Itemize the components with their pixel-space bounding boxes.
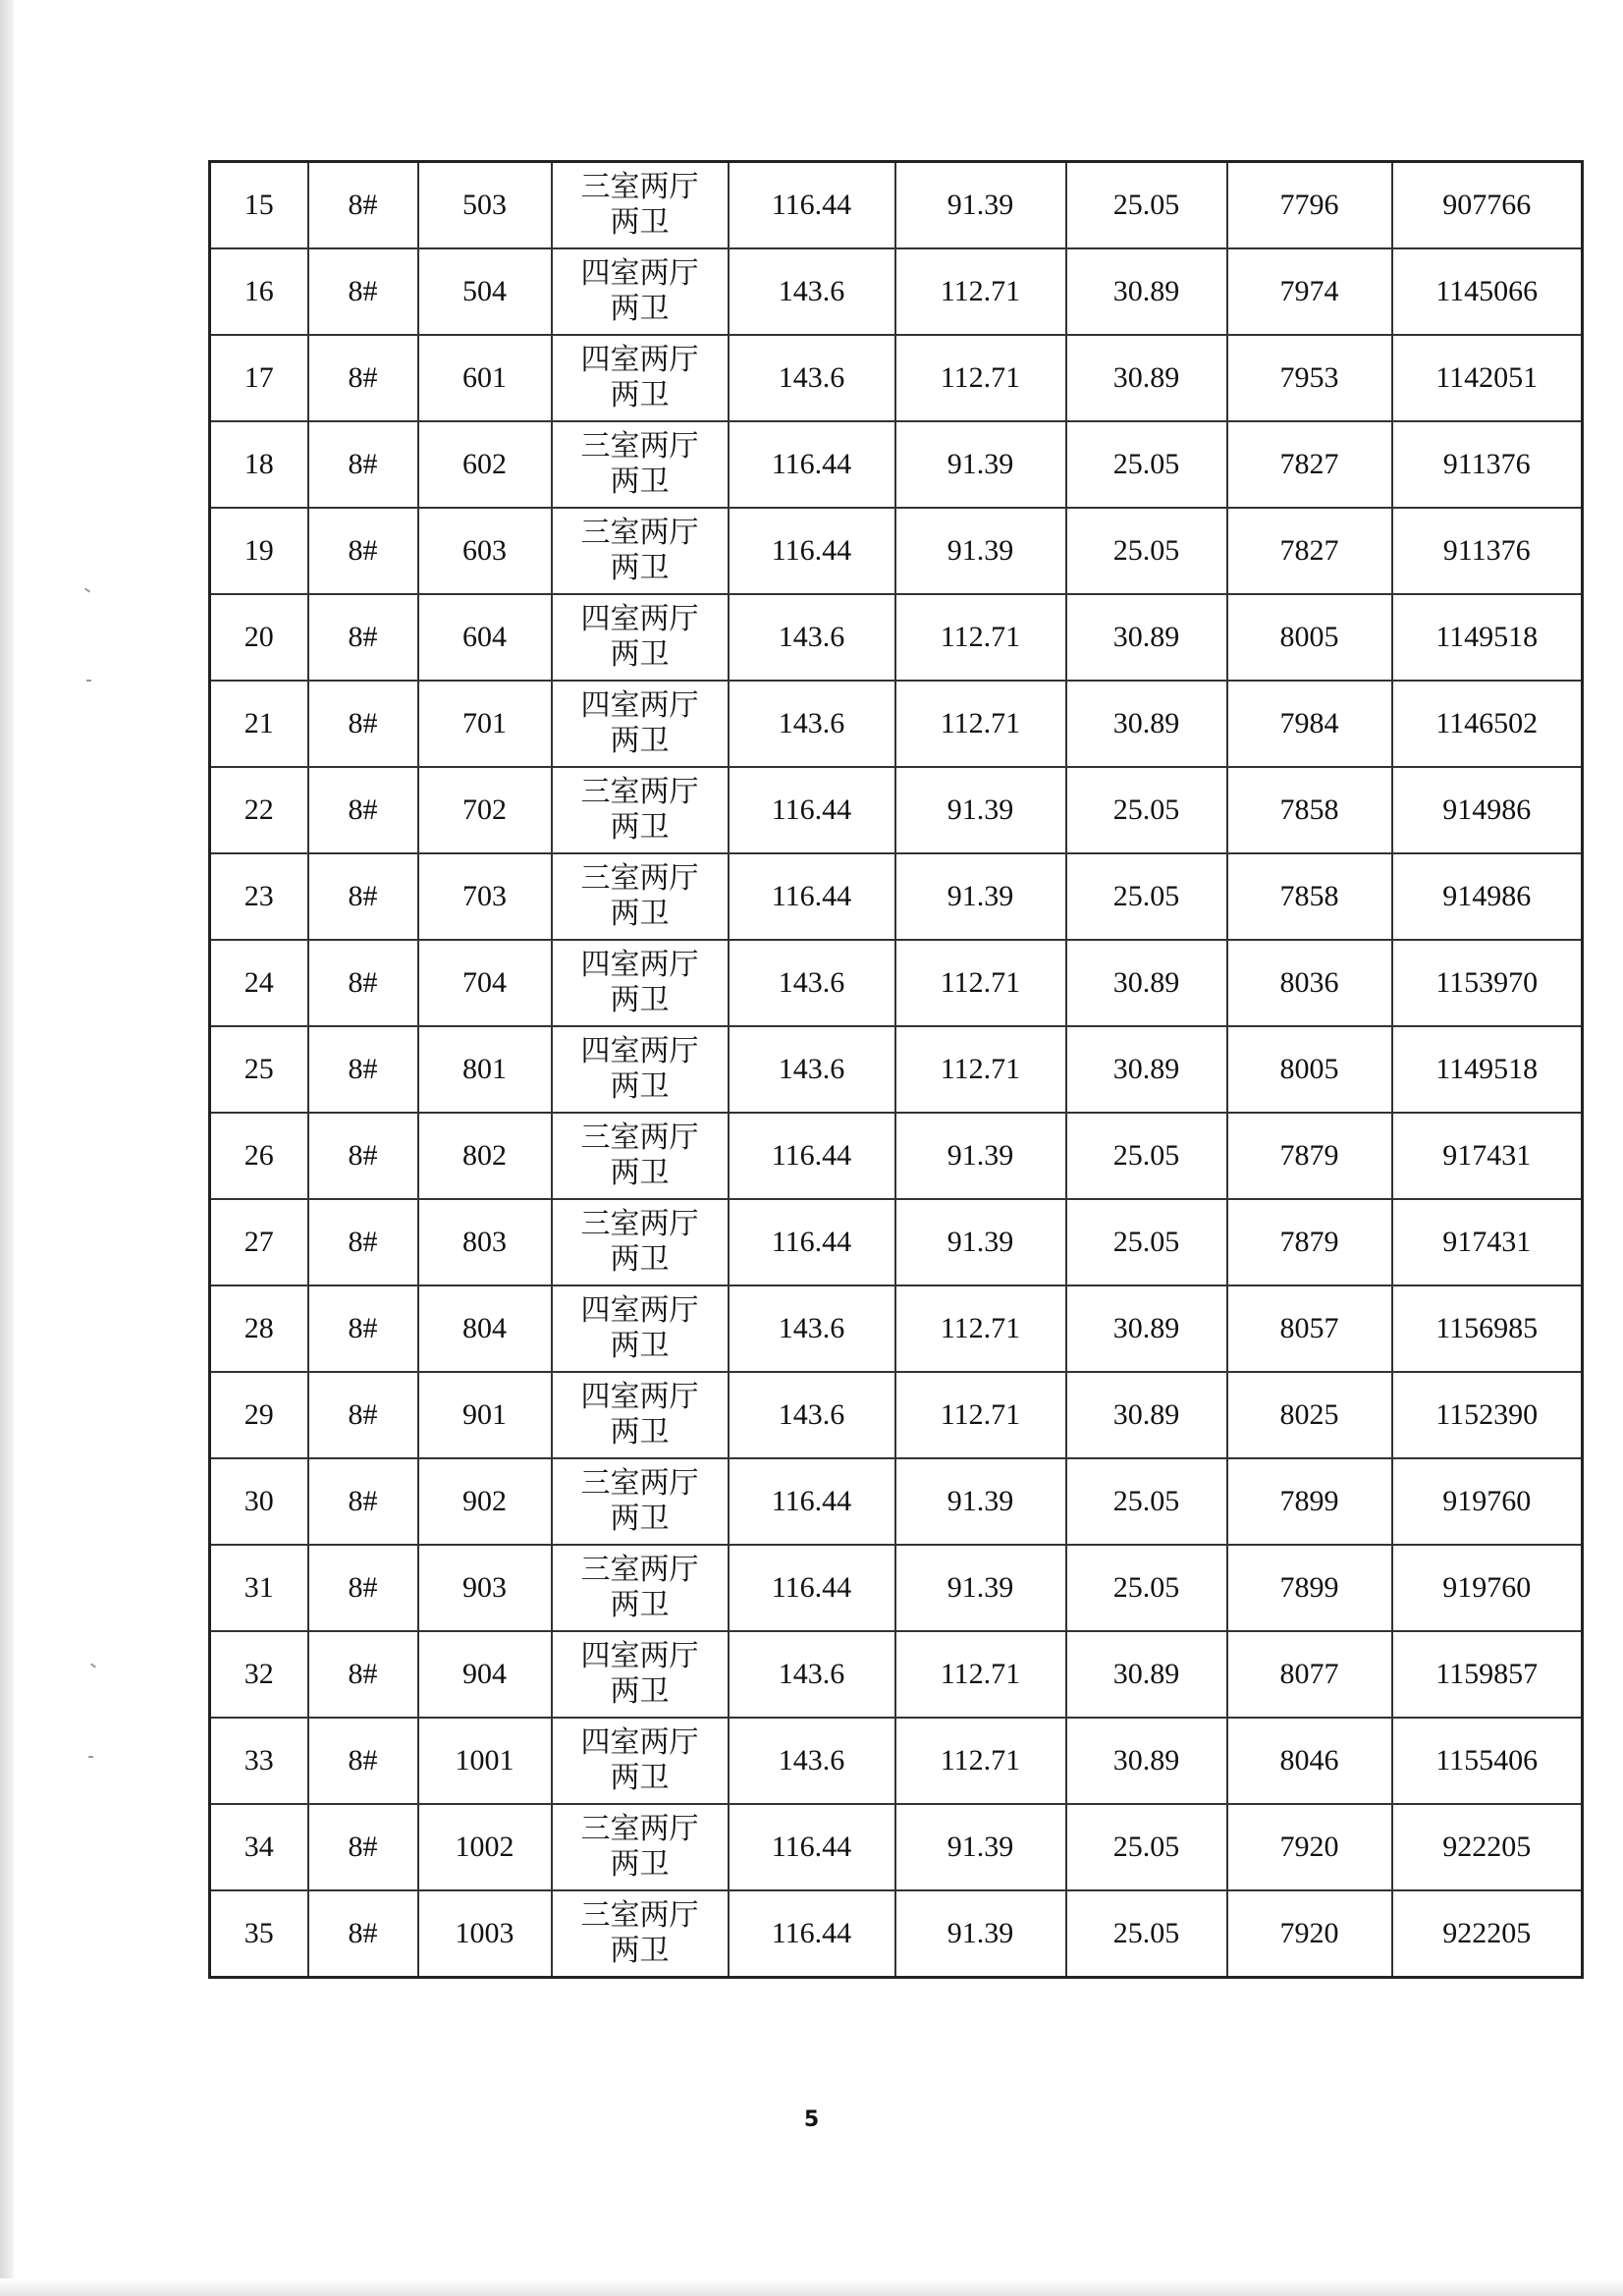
layout-cell	[552, 594, 729, 681]
building-area-cell: 143.6	[729, 1631, 895, 1718]
unit-number-cell: 801	[418, 1026, 552, 1113]
scan-speck	[90, 1663, 96, 1667]
table-row	[210, 248, 1583, 335]
inner-area-cell: 91.39	[895, 162, 1066, 249]
layout-line: 两卫	[610, 1761, 670, 1795]
total-price-cell: 1155406	[1392, 1718, 1583, 1804]
row-number-cell: 24	[210, 940, 308, 1026]
unit-number-cell: 803	[418, 1199, 552, 1285]
layout-line: 四室两厅	[580, 343, 699, 377]
total-price-cell: 907766	[1392, 162, 1583, 249]
building-cell: 8#	[308, 335, 418, 421]
inner-area-cell: 112.71	[895, 248, 1066, 335]
unit-number-cell: 601	[418, 335, 552, 421]
layout-cell	[552, 1804, 729, 1890]
unit-number-cell: 904	[418, 1631, 552, 1718]
layout-line: 两卫	[610, 551, 670, 585]
total-price-cell: 919760	[1392, 1545, 1583, 1631]
inner-area-cell: 91.39	[895, 853, 1066, 940]
row-number-cell: 17	[210, 335, 308, 421]
table-body	[210, 162, 1583, 1978]
inner-area-cell: 91.39	[895, 1804, 1066, 1890]
layout-line: 两卫	[610, 378, 670, 412]
inner-area-cell: 112.71	[895, 1285, 1066, 1372]
layout-cell	[552, 767, 729, 853]
total-price-cell: 1152390	[1392, 1372, 1583, 1458]
building-area-cell: 116.44	[729, 508, 895, 594]
row-number-cell: 32	[210, 1631, 308, 1718]
building-cell: 8#	[308, 853, 418, 940]
unit-number-cell: 504	[418, 248, 552, 335]
total-price-cell: 911376	[1392, 508, 1583, 594]
shared-area-cell: 30.89	[1066, 681, 1227, 767]
total-price-cell: 914986	[1392, 767, 1583, 853]
row-number-cell: 21	[210, 681, 308, 767]
table-row	[210, 1113, 1583, 1199]
building-area-cell: 116.44	[729, 1199, 895, 1285]
layout-line: 两卫	[610, 465, 670, 499]
inner-area-cell: 112.71	[895, 1718, 1066, 1804]
layout-line: 两卫	[610, 724, 670, 758]
building-area-cell: 116.44	[729, 162, 895, 249]
layout-line: 四室两厅	[580, 1293, 699, 1328]
table-row	[210, 853, 1583, 940]
unit-number-cell: 1002	[418, 1804, 552, 1890]
shared-area-cell: 25.05	[1066, 1804, 1227, 1890]
row-number-cell: 16	[210, 248, 308, 335]
unit-number-cell: 702	[418, 767, 552, 853]
row-number-cell: 22	[210, 767, 308, 853]
total-price-cell: 1146502	[1392, 681, 1583, 767]
layout-line: 四室两厅	[580, 1034, 699, 1068]
total-price-cell: 922205	[1392, 1804, 1583, 1890]
row-number-cell: 27	[210, 1199, 308, 1285]
layout-cell	[552, 1631, 729, 1718]
unit-price-cell: 7827	[1227, 421, 1392, 508]
unit-price-table	[208, 160, 1584, 1979]
total-price-cell: 1149518	[1392, 1026, 1583, 1113]
row-number-cell: 26	[210, 1113, 308, 1199]
layout-cell	[552, 853, 729, 940]
row-number-cell: 28	[210, 1285, 308, 1372]
inner-area-cell: 112.71	[895, 1026, 1066, 1113]
layout-line: 三室两厅	[580, 170, 699, 204]
building-area-cell: 116.44	[729, 767, 895, 853]
row-number-cell: 30	[210, 1458, 308, 1545]
layout-line: 三室两厅	[580, 1553, 699, 1587]
inner-area-cell: 91.39	[895, 1113, 1066, 1199]
shared-area-cell: 30.89	[1066, 594, 1227, 681]
layout-cell	[552, 1026, 729, 1113]
table-row	[210, 1631, 1583, 1718]
shared-area-cell: 25.05	[1066, 1199, 1227, 1285]
table-row	[210, 1372, 1583, 1458]
shared-area-cell: 25.05	[1066, 1890, 1227, 1978]
building-cell: 8#	[308, 681, 418, 767]
layout-cell	[552, 248, 729, 335]
shared-area-cell: 25.05	[1066, 853, 1227, 940]
building-cell: 8#	[308, 1113, 418, 1199]
unit-price-cell: 7984	[1227, 681, 1392, 767]
table-row	[210, 1026, 1583, 1113]
unit-price-cell: 8005	[1227, 1026, 1392, 1113]
inner-area-cell: 91.39	[895, 1458, 1066, 1545]
building-cell: 8#	[308, 940, 418, 1026]
building-cell: 8#	[308, 1372, 418, 1458]
shared-area-cell: 30.89	[1066, 335, 1227, 421]
scan-speck	[88, 1756, 93, 1758]
table-row	[210, 508, 1583, 594]
shared-area-cell: 25.05	[1066, 1545, 1227, 1631]
shared-area-cell: 25.05	[1066, 508, 1227, 594]
inner-area-cell: 91.39	[895, 421, 1066, 508]
unit-number-cell: 802	[418, 1113, 552, 1199]
building-area-cell: 143.6	[729, 940, 895, 1026]
building-area-cell: 116.44	[729, 1113, 895, 1199]
unit-price-cell: 8057	[1227, 1285, 1392, 1372]
inner-area-cell: 91.39	[895, 1545, 1066, 1631]
inner-area-cell: 112.71	[895, 594, 1066, 681]
layout-cell	[552, 421, 729, 508]
row-number-cell: 25	[210, 1026, 308, 1113]
building-cell: 8#	[308, 594, 418, 681]
unit-price-cell: 7920	[1227, 1804, 1392, 1890]
layout-line: 两卫	[610, 1242, 670, 1277]
building-cell: 8#	[308, 508, 418, 594]
building-area-cell: 143.6	[729, 1285, 895, 1372]
unit-price-cell: 7920	[1227, 1890, 1392, 1978]
building-area-cell: 116.44	[729, 1890, 895, 1978]
unit-price-cell: 8077	[1227, 1631, 1392, 1718]
unit-number-cell: 603	[418, 508, 552, 594]
layout-line: 四室两厅	[580, 602, 699, 636]
layout-line: 四室两厅	[580, 1380, 699, 1414]
inner-area-cell: 112.71	[895, 335, 1066, 421]
unit-price-cell: 7879	[1227, 1199, 1392, 1285]
building-cell: 8#	[308, 1890, 418, 1978]
layout-line: 两卫	[610, 897, 670, 931]
building-area-cell: 143.6	[729, 1718, 895, 1804]
layout-line: 三室两厅	[580, 1466, 699, 1501]
building-cell: 8#	[308, 1285, 418, 1372]
total-price-cell: 917431	[1392, 1113, 1583, 1199]
inner-area-cell: 91.39	[895, 1890, 1066, 1978]
building-cell: 8#	[308, 162, 418, 249]
building-cell: 8#	[308, 767, 418, 853]
layout-line: 三室两厅	[580, 1812, 699, 1846]
layout-line: 四室两厅	[580, 256, 699, 291]
building-area-cell: 143.6	[729, 594, 895, 681]
inner-area-cell: 91.39	[895, 508, 1066, 594]
layout-cell	[552, 335, 729, 421]
unit-price-cell: 8005	[1227, 594, 1392, 681]
table-row	[210, 594, 1583, 681]
unit-number-cell: 701	[418, 681, 552, 767]
row-number-cell: 35	[210, 1890, 308, 1978]
shared-area-cell: 25.05	[1066, 421, 1227, 508]
total-price-cell: 1159857	[1392, 1631, 1583, 1718]
building-cell: 8#	[308, 1026, 418, 1113]
unit-price-cell: 7796	[1227, 162, 1392, 249]
layout-cell	[552, 508, 729, 594]
table-row	[210, 940, 1583, 1026]
layout-cell	[552, 162, 729, 249]
layout-cell	[552, 1199, 729, 1285]
building-area-cell: 143.6	[729, 1026, 895, 1113]
building-area-cell: 143.6	[729, 335, 895, 421]
unit-number-cell: 1001	[418, 1718, 552, 1804]
total-price-cell: 919760	[1392, 1458, 1583, 1545]
row-number-cell: 34	[210, 1804, 308, 1890]
unit-number-cell: 602	[418, 421, 552, 508]
table-row	[210, 1545, 1583, 1631]
inner-area-cell: 112.71	[895, 940, 1066, 1026]
shared-area-cell: 25.05	[1066, 1113, 1227, 1199]
layout-line: 两卫	[610, 637, 670, 672]
total-price-cell: 1149518	[1392, 594, 1583, 681]
row-number-cell: 31	[210, 1545, 308, 1631]
unit-number-cell: 901	[418, 1372, 552, 1458]
layout-cell	[552, 1458, 729, 1545]
layout-cell	[552, 940, 729, 1026]
building-cell: 8#	[308, 248, 418, 335]
unit-price-cell: 7858	[1227, 767, 1392, 853]
scan-shadow-bottom	[0, 2278, 1623, 2296]
layout-line: 两卫	[610, 1847, 670, 1882]
table-row	[210, 421, 1583, 508]
shared-area-cell: 25.05	[1066, 767, 1227, 853]
row-number-cell: 18	[210, 421, 308, 508]
unit-price-cell: 8036	[1227, 940, 1392, 1026]
layout-line: 三室两厅	[580, 1898, 699, 1933]
unit-price-cell: 7899	[1227, 1545, 1392, 1631]
table-row	[210, 1804, 1583, 1890]
total-price-cell: 914986	[1392, 853, 1583, 940]
shared-area-cell: 25.05	[1066, 1458, 1227, 1545]
layout-line: 三室两厅	[580, 775, 699, 809]
table-row	[210, 1285, 1583, 1372]
layout-cell	[552, 1372, 729, 1458]
layout-line: 三室两厅	[580, 516, 699, 550]
layout-line: 三室两厅	[580, 861, 699, 896]
row-number-cell: 29	[210, 1372, 308, 1458]
unit-price-cell: 7953	[1227, 335, 1392, 421]
total-price-cell: 917431	[1392, 1199, 1583, 1285]
row-number-cell: 19	[210, 508, 308, 594]
table-row	[210, 767, 1583, 853]
inner-area-cell: 91.39	[895, 1199, 1066, 1285]
shared-area-cell: 30.89	[1066, 940, 1227, 1026]
scan-shadow-left	[0, 0, 14, 2296]
page-number: 5	[803, 2107, 820, 2132]
scan-speck	[84, 587, 90, 592]
shared-area-cell: 30.89	[1066, 1718, 1227, 1804]
total-price-cell: 911376	[1392, 421, 1583, 508]
layout-line: 两卫	[610, 205, 670, 240]
layout-line: 两卫	[610, 1934, 670, 1968]
unit-price-cell: 8025	[1227, 1372, 1392, 1458]
table-row	[210, 1718, 1583, 1804]
inner-area-cell: 112.71	[895, 1372, 1066, 1458]
scan-speck	[86, 680, 91, 682]
building-area-cell: 116.44	[729, 853, 895, 940]
building-cell: 8#	[308, 1631, 418, 1718]
building-cell: 8#	[308, 1804, 418, 1890]
table-row	[210, 1199, 1583, 1285]
building-cell: 8#	[308, 1545, 418, 1631]
total-price-cell: 1156985	[1392, 1285, 1583, 1372]
table-row	[210, 1458, 1583, 1545]
shared-area-cell: 30.89	[1066, 248, 1227, 335]
layout-cell	[552, 681, 729, 767]
unit-number-cell: 503	[418, 162, 552, 249]
unit-number-cell: 704	[418, 940, 552, 1026]
layout-cell	[552, 1285, 729, 1372]
shared-area-cell: 30.89	[1066, 1631, 1227, 1718]
inner-area-cell: 112.71	[895, 1631, 1066, 1718]
unit-number-cell: 903	[418, 1545, 552, 1631]
layout-line: 四室两厅	[580, 1725, 699, 1760]
unit-price-cell: 7858	[1227, 853, 1392, 940]
building-area-cell: 116.44	[729, 421, 895, 508]
layout-line: 四室两厅	[580, 1639, 699, 1673]
layout-line: 两卫	[610, 1156, 670, 1190]
total-price-cell: 922205	[1392, 1890, 1583, 1978]
layout-line: 两卫	[610, 1329, 670, 1363]
unit-price-cell: 7974	[1227, 248, 1392, 335]
row-number-cell: 23	[210, 853, 308, 940]
unit-price-cell: 8046	[1227, 1718, 1392, 1804]
building-cell: 8#	[308, 1718, 418, 1804]
table-row	[210, 681, 1583, 767]
building-area-cell: 116.44	[729, 1458, 895, 1545]
total-price-cell: 1142051	[1392, 335, 1583, 421]
layout-line: 四室两厅	[580, 688, 699, 723]
total-price-cell: 1153970	[1392, 940, 1583, 1026]
layout-cell	[552, 1890, 729, 1978]
unit-number-cell: 1003	[418, 1890, 552, 1978]
table-row	[210, 335, 1583, 421]
layout-line: 两卫	[610, 1415, 670, 1449]
building-area-cell: 116.44	[729, 1804, 895, 1890]
layout-line: 四室两厅	[580, 948, 699, 982]
unit-price-cell: 7899	[1227, 1458, 1392, 1545]
shared-area-cell: 30.89	[1066, 1026, 1227, 1113]
layout-line: 两卫	[610, 810, 670, 845]
unit-number-cell: 604	[418, 594, 552, 681]
layout-cell	[552, 1113, 729, 1199]
layout-line: 三室两厅	[580, 1207, 699, 1241]
layout-line: 两卫	[610, 1502, 670, 1536]
shared-area-cell: 30.89	[1066, 1285, 1227, 1372]
unit-number-cell: 804	[418, 1285, 552, 1372]
building-cell: 8#	[308, 1458, 418, 1545]
row-number-cell: 33	[210, 1718, 308, 1804]
layout-line: 三室两厅	[580, 429, 699, 464]
inner-area-cell: 112.71	[895, 681, 1066, 767]
shared-area-cell: 30.89	[1066, 1372, 1227, 1458]
building-area-cell: 143.6	[729, 1372, 895, 1458]
layout-cell	[552, 1718, 729, 1804]
layout-line: 两卫	[610, 1674, 670, 1709]
layout-cell	[552, 1545, 729, 1631]
building-area-cell: 143.6	[729, 681, 895, 767]
unit-price-cell: 7827	[1227, 508, 1392, 594]
unit-price-cell: 7879	[1227, 1113, 1392, 1199]
table-row	[210, 162, 1583, 249]
row-number-cell: 20	[210, 594, 308, 681]
row-number-cell: 15	[210, 162, 308, 249]
building-cell: 8#	[308, 1199, 418, 1285]
inner-area-cell: 91.39	[895, 767, 1066, 853]
layout-line: 两卫	[610, 1069, 670, 1104]
building-area-cell: 116.44	[729, 1545, 895, 1631]
layout-line: 两卫	[610, 1588, 670, 1622]
layout-line: 两卫	[610, 983, 670, 1017]
layout-line: 两卫	[610, 292, 670, 326]
total-price-cell: 1145066	[1392, 248, 1583, 335]
unit-number-cell: 703	[418, 853, 552, 940]
table-row	[210, 1890, 1583, 1978]
layout-line: 三室两厅	[580, 1121, 699, 1155]
building-cell: 8#	[308, 421, 418, 508]
building-area-cell: 143.6	[729, 248, 895, 335]
unit-number-cell: 902	[418, 1458, 552, 1545]
shared-area-cell: 25.05	[1066, 162, 1227, 249]
